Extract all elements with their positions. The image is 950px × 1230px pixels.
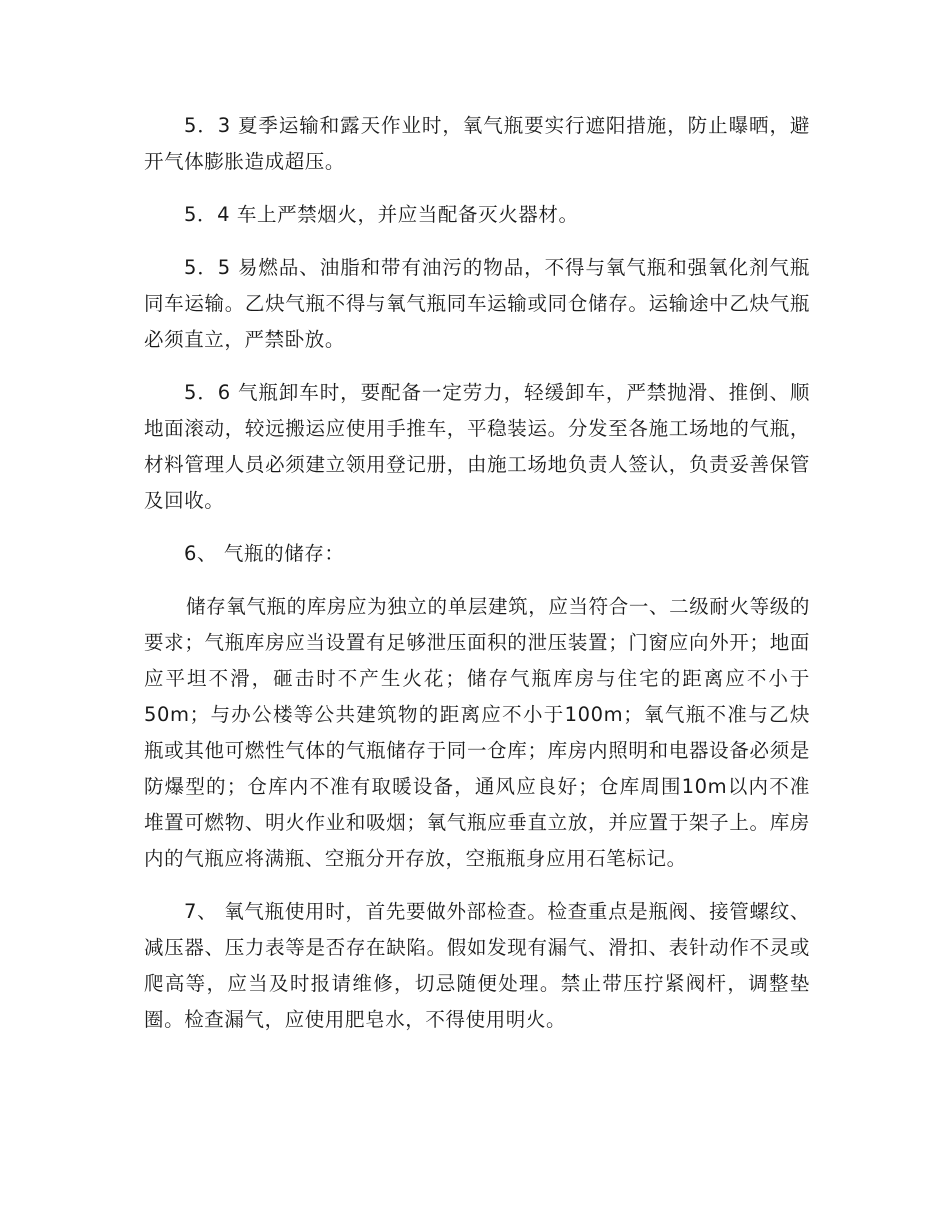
paragraph-7: 7、 氧气瓶使用时，首先要做外部检查。检查重点是瓶阀、接管螺纹、减压器、压力表等是否存在缺陷。假如发现有漏气、滑扣、表针动作不灵或爬高等，应当及时报请维修，切忌随便处理。禁止带压拧紧阀杆，调整垫圈。检查漏气，应使用肥皂水，不得使用明火。: [144, 900, 810, 1031]
paragraph-storage: 储存氧气瓶的库房应为独立的单层建筑，应当符合一、二级耐火等级的要求；气瓶库房应当设置有足够泄压面积的泄压装置；门窗应向外开；地面应平坦不滑，砸击时不产生火花；储存气瓶库房与住宅的距离应不小于50m；与办公楼等公共建筑物的距离应不小于100m；氧气瓶不准与乙炔瓶或其他可燃性气体的气瓶储存于同一仓库；库房内照明和电器设备必须是防爆型的；仓库内不准有取暖设备，通风应良好；仓库周围10m以内不准堆置可燃物、明火作业和吸烟；氧气瓶应垂直立放，并应置于架子上。库房内的气瓶应将满瓶、空瓶分开存放，空瓶瓶身应用石笔标记。: [144, 595, 810, 870]
paragraph-5-3: 5．3 夏季运输和露天作业时，氧气瓶要实行遮阳措施，防止曝晒，避开气体膨胀造成超压。: [144, 114, 810, 173]
paragraph-5-5: 5．5 易燃品、油脂和带有油污的物品，不得与氧气瓶和强氧化剂气瓶同车运输。乙炔气瓶不得与氧气瓶同车运输或同仓储存。运输途中乙炔气瓶必须直立，严禁卧放。: [144, 256, 810, 351]
document-body: [144, 108, 810, 1055]
paragraph-5-4: 5．4 车上严禁烟火，并应当配备灭火器材。: [184, 203, 579, 226]
paragraph-5-6: 5．6 气瓶卸车时，要配备一定劳力，轻缓卸车，严禁抛滑、推倒、顺地面滚动，较远搬运应使用手推车，平稳装运。分发至各施工场地的气瓶，材料管理人员必须建立领用登记册，由施工场地负责人签认，负责妥善保管及回收。: [144, 381, 810, 512]
section-heading-6: 6、 气瓶的储存：: [184, 542, 345, 565]
